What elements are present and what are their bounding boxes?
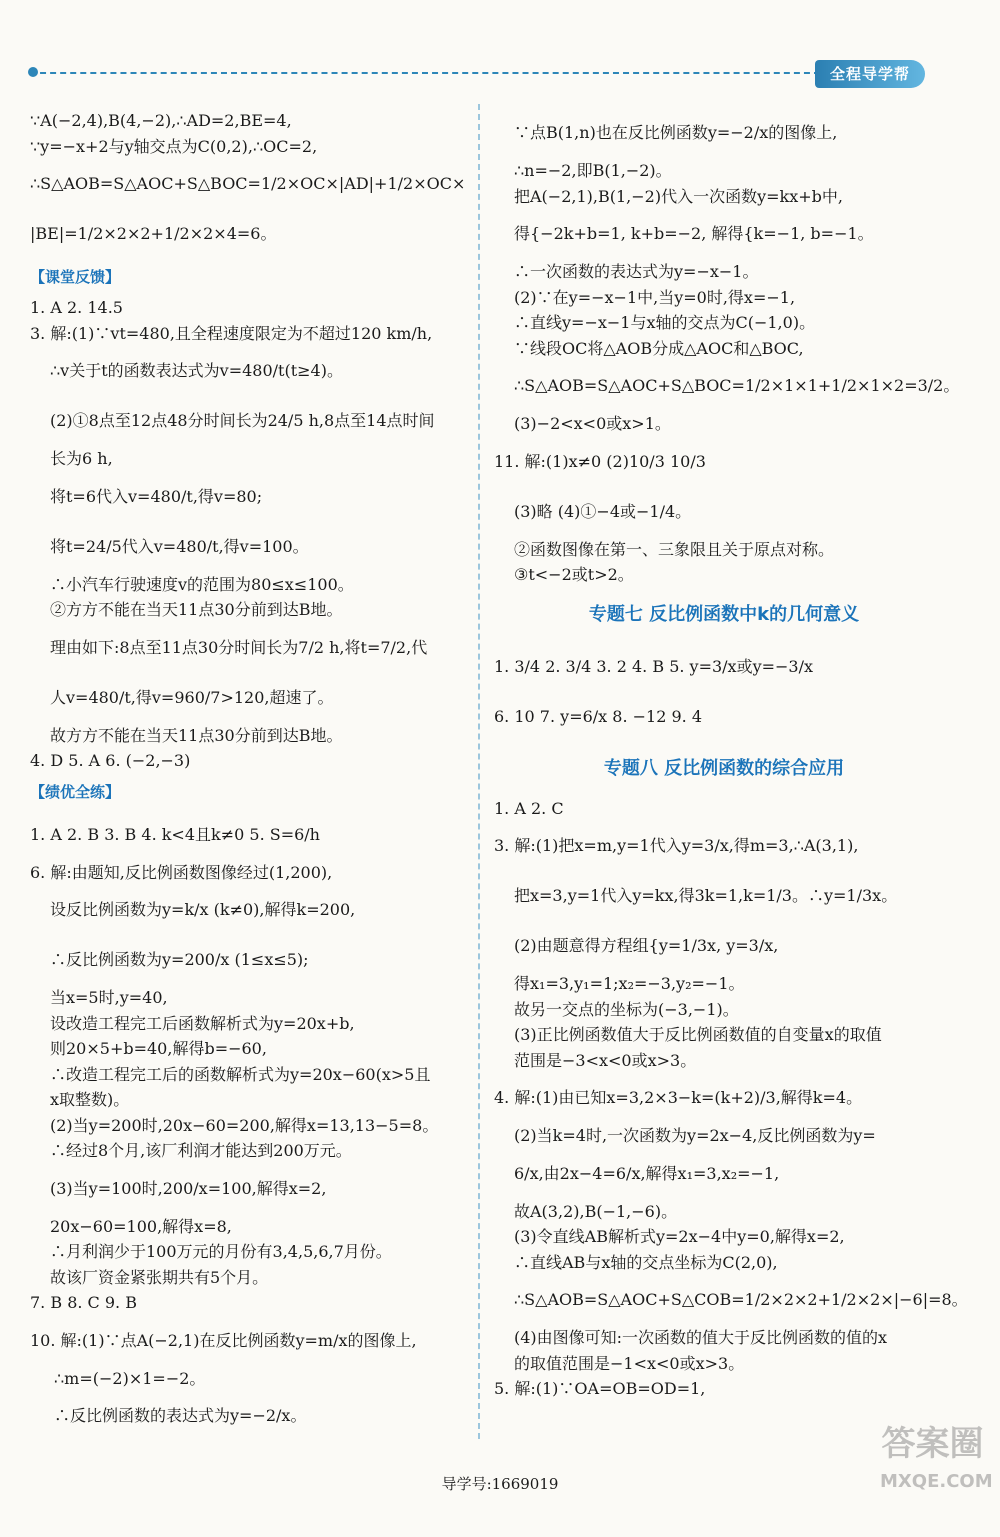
right-column	[494, 108, 968, 1402]
answer-line: 当x=5时,y=40,	[50, 988, 168, 1007]
answer-line: |BE|=1/2×2×2+1/2×2×4=6。	[30, 224, 277, 243]
answer-line: (3)略 (4)①−4或−1/4。	[514, 501, 692, 521]
watermark	[880, 1418, 993, 1518]
answer-line: ∴直线y=−x−1与x轴的交点为C(−1,0)。	[514, 313, 816, 332]
answer-line: 6. 解:由题知,反比例函数图像经过(1,200),	[30, 862, 333, 882]
answer-line: 故该厂资金紧张期共有5个月。	[50, 1267, 269, 1287]
answer-line: (2)∵在y=−x−1中,当y=0时,得x=−1,	[514, 287, 796, 307]
answer-line: 1. A 2. B 3. B 4. k<4且k≠0 5. S=6/h	[30, 824, 320, 844]
column-divider	[478, 104, 480, 1439]
header-badge: 全程导学帮	[815, 60, 925, 88]
answer-line: ∴直线AB与x轴的交点坐标为C(2,0),	[514, 1252, 778, 1272]
section-title: 专题七 反比例函数中k的几何意义	[588, 603, 860, 625]
answer-line: ∵线段OC将△AOB分成△AOC和△BOC,	[514, 338, 804, 358]
section-tag: 【课堂反馈】	[30, 268, 121, 286]
answer-line: (2)当k=4时,一次函数为y=2x−4,反比例函数为y=	[514, 1126, 876, 1145]
answer-line: 则20×5+b=40,解得b=−60,	[50, 1039, 267, 1058]
answer-line: 20x−60=100,解得x=8,	[50, 1216, 232, 1236]
answer-line: 将t=6代入v=480/t,得v=80;	[50, 486, 263, 506]
answer-line: 把x=3,y=1代入y=kx,得3k=1,k=1/3。∴y=1/3x。	[514, 886, 898, 905]
answer-line: 5. 解:(1)∵OA=OB=OD=1,	[494, 1379, 706, 1398]
answer-line: 1. A 2. C	[494, 798, 564, 818]
answer-line: (3)令直线AB解析式y=2x−4中y=0,解得x=2,	[514, 1227, 845, 1246]
answer-line: 6. 10 7. y=6/x 8. −12 9. 4	[494, 706, 703, 726]
answer-line: ∴m=(−2)×1=−2。	[54, 1368, 206, 1388]
answer-line: 把A(−2,1),B(1,−2)代入一次函数y=kx+b中,	[514, 186, 843, 206]
answer-line: (2)由题意得方程组{y=1/3x, y=3/x,	[514, 936, 779, 955]
answer-line: ∴反比例函数的表达式为y=−2/x。	[54, 1406, 307, 1425]
answer-line: ∴改造工程完工后的函数解析式为y=20x−60(x>5且	[50, 1064, 431, 1084]
answer-line: 1. 3/4 2. 3/4 3. 2 4. B 5. y=3/x或y=−3/x	[494, 656, 814, 676]
answer-line: 设改造工程完工后函数解析式为y=20x+b,	[50, 1013, 355, 1033]
answer-line: ∴小汽车行驶速度v的范围为80≤x≤100。	[50, 574, 354, 594]
answer-line: ∴v关于t的函数表达式为v=480/t(t≥4)。	[50, 361, 343, 380]
answer-line: ∴S△AOB=S△AOC+S△COB=1/2×2×2+1/2×2×|−6|=8。	[514, 1290, 968, 1309]
answer-line: (4)由图像可知:一次函数的值大于反比例函数的值的x	[514, 1328, 888, 1347]
footer-code: 导学号:1669019	[441, 1475, 559, 1493]
answer-line: ∵点B(1,n)也在反比例函数y=−2/x的图像上,	[514, 123, 838, 142]
answer-line: 的取值范围是−1<x<0或x>3。	[514, 1353, 745, 1373]
answer-line: 3. 解:(1)把x=m,y=1代入y=3/x,得m=3,∴A(3,1),	[494, 836, 859, 855]
answer-line: (3)正比例函数值大于反比例函数值的自变量x的取值	[514, 1025, 882, 1044]
answer-line: ∴n=−2,即B(1,−2)。	[514, 161, 672, 180]
answer-line: 11. 解:(1)x≠0 (2)10/3 10/3	[494, 451, 706, 471]
answer-line: ∴反比例函数为y=200/x (1≤x≤5);	[50, 950, 309, 969]
answer-line: 4. 解:(1)由已知x=3,2×3−k=(k+2)/3,解得k=4。	[494, 1088, 863, 1107]
watermark-url: MXQE.COM	[880, 1471, 993, 1492]
answer-line: 得x₁=3,y₁=1;x₂=−3,y₂=−1。	[514, 974, 745, 993]
answer-line: 4. D 5. A 6. (−2,−3)	[30, 751, 191, 770]
answer-line: (3)−2<x<0或x>1。	[514, 414, 671, 433]
answer-line: 7. B 8. C 9. B	[30, 1293, 137, 1312]
answer-line: ②函数图像在第一、三象限且关于原点对称。	[514, 539, 835, 559]
answer-line: x取整数)。	[50, 1090, 130, 1109]
answer-line: 将t=24/5代入v=480/t,得v=100。	[50, 536, 309, 556]
answer-line: 3. 解:(1)∵vt=480,且全程速度限定为不超过120 km/h,	[30, 323, 433, 343]
section-tag: 【绩优全练】	[30, 782, 121, 801]
answer-line: (3)当y=100时,200/x=100,解得x=2,	[50, 1178, 327, 1198]
answer-line: ②方方不能在当天11点30分前到达B地。	[50, 600, 343, 619]
watermark-brand: 答案圈	[881, 1424, 984, 1464]
answer-line: ∵y=−x+2与y轴交点为C(0,2),∴OC=2,	[30, 136, 318, 156]
answer-line: 范围是−3<x<0或x>3。	[514, 1050, 697, 1070]
answer-line: ∴月利润少于100万元的月份有3,4,5,6,7月份。	[50, 1242, 392, 1261]
answer-line: ∴S△AOB=S△AOC+S△BOC=1/2×OC×|AD|+1/2×OC×	[30, 174, 466, 193]
header-rule	[30, 72, 820, 74]
answer-line: ∴S△AOB=S△AOC+S△BOC=1/2×1×1+1/2×1×2=3/2。	[514, 376, 960, 395]
answer-line: 1. A 2. 14.5	[30, 298, 123, 317]
answer-line: ∵A(−2,4),B(4,−2),∴AD=2,BE=4,	[30, 111, 292, 130]
answer-line: ∴一次函数的表达式为y=−x−1。	[514, 262, 759, 281]
answer-line: ③t<−2或t>2。	[514, 565, 634, 584]
answer-line: 10. 解:(1)∵点A(−2,1)在反比例函数y=m/x的图像上,	[30, 1330, 417, 1350]
answer-line: 人v=480/t,得v=960/7>120,超速了。	[50, 687, 334, 707]
answer-line: 故方方不能在当天11点30分前到达B地。	[50, 725, 343, 745]
answer-line: (2)①8点至12点48分时间长为24/5 h,8点至14点时间	[50, 411, 435, 430]
answer-line: 长为6 h,	[50, 449, 113, 468]
answer-line: (2)当y=200时,20x−60=200,解得x=13,13−5=8。	[50, 1115, 439, 1135]
answer-line: 设反比例函数为y=k/x (k≠0),解得k=200,	[50, 900, 356, 919]
answer-line: 故A(3,2),B(−1,−6)。	[514, 1201, 678, 1221]
answer-line: 6/x,由2x−4=6/x,解得x₁=3,x₂=−1,	[514, 1163, 780, 1183]
section-title: 专题八 反比例函数的综合应用	[603, 757, 845, 779]
answer-line: 故另一交点的坐标为(−3,−1)。	[514, 999, 739, 1019]
answer-line: ∴经过8个月,该厂利润才能达到200万元。	[50, 1141, 352, 1160]
answer-line: 得{−2k+b=1, k+b=−2, 解得{k=−1, b=−1。	[514, 224, 874, 243]
left-column	[30, 108, 470, 1441]
answer-line: 理由如下:8点至11点30分时间长为7/2 h,将t=7/2,代	[50, 637, 428, 657]
